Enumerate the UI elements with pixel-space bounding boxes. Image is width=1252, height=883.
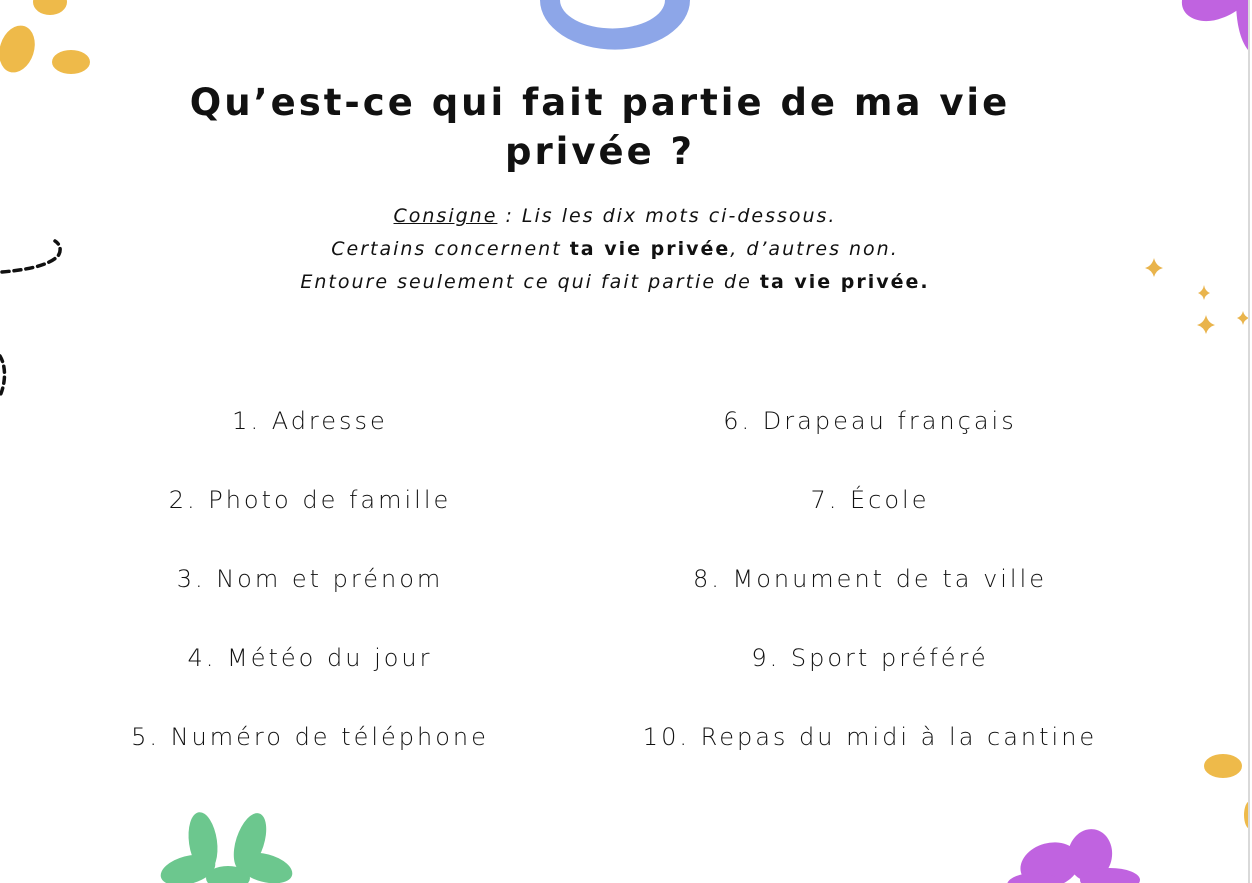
instruction-line-2 [160, 233, 1070, 266]
instruction-emphasis: ta vie privée. [759, 271, 930, 293]
yellow-blob-left [0, 21, 41, 77]
page-title: Qu’est-ce qui fait partie de ma vie privée ? [189, 81, 1011, 173]
word-item[interactable]: 5. Numéro de téléphone [131, 723, 489, 751]
word-item[interactable]: 3. Nom et prénom [176, 565, 444, 593]
instruction-text: : Lis les dix mots ci-dessous. [497, 205, 837, 227]
yellow-blob-bottom-right [1204, 754, 1242, 778]
instruction-text: , d’autres non. [730, 238, 899, 260]
blue-ring-decoration [540, 0, 690, 50]
instruction-label: Consigne [393, 205, 498, 227]
dashed-arc-left [0, 356, 5, 396]
green-flower-decoration [157, 809, 295, 883]
word-item[interactable]: 9. Sport préféré [751, 644, 989, 672]
yellow-blob-small [52, 50, 90, 74]
yellow-blob-top [33, 0, 67, 15]
word-item[interactable]: 7. École [810, 486, 930, 514]
sparkle-icon [1198, 285, 1210, 300]
instruction-line-1 [160, 200, 1070, 233]
word-item[interactable]: 6. Drapeau français [723, 407, 1017, 435]
word-item[interactable]: 4. Météo du jour [187, 644, 433, 672]
word-item[interactable]: 2. Photo de famille [168, 486, 452, 514]
word-item[interactable]: 8. Monument de ta ville [692, 565, 1048, 593]
instruction-emphasis: ta vie privée [569, 238, 731, 260]
word-item[interactable]: 10. Repas du midi à la cantine [642, 723, 1098, 751]
instructions [160, 200, 1070, 299]
page-edge [1248, 0, 1250, 883]
sparkle-icon [1197, 315, 1215, 334]
word-item[interactable]: 1. Adresse [232, 407, 388, 435]
instruction-text: Entoure seulement ce qui fait partie de [300, 271, 760, 293]
instruction-line-3 [160, 266, 1070, 299]
word-list-left [50, 400, 570, 795]
purple-flower-decoration [1007, 826, 1140, 883]
instruction-text: Certains concernent [331, 238, 570, 260]
sparkle-icon [1145, 258, 1163, 277]
dashed-squiggle-left [2, 241, 60, 272]
word-list-right [610, 400, 1130, 795]
